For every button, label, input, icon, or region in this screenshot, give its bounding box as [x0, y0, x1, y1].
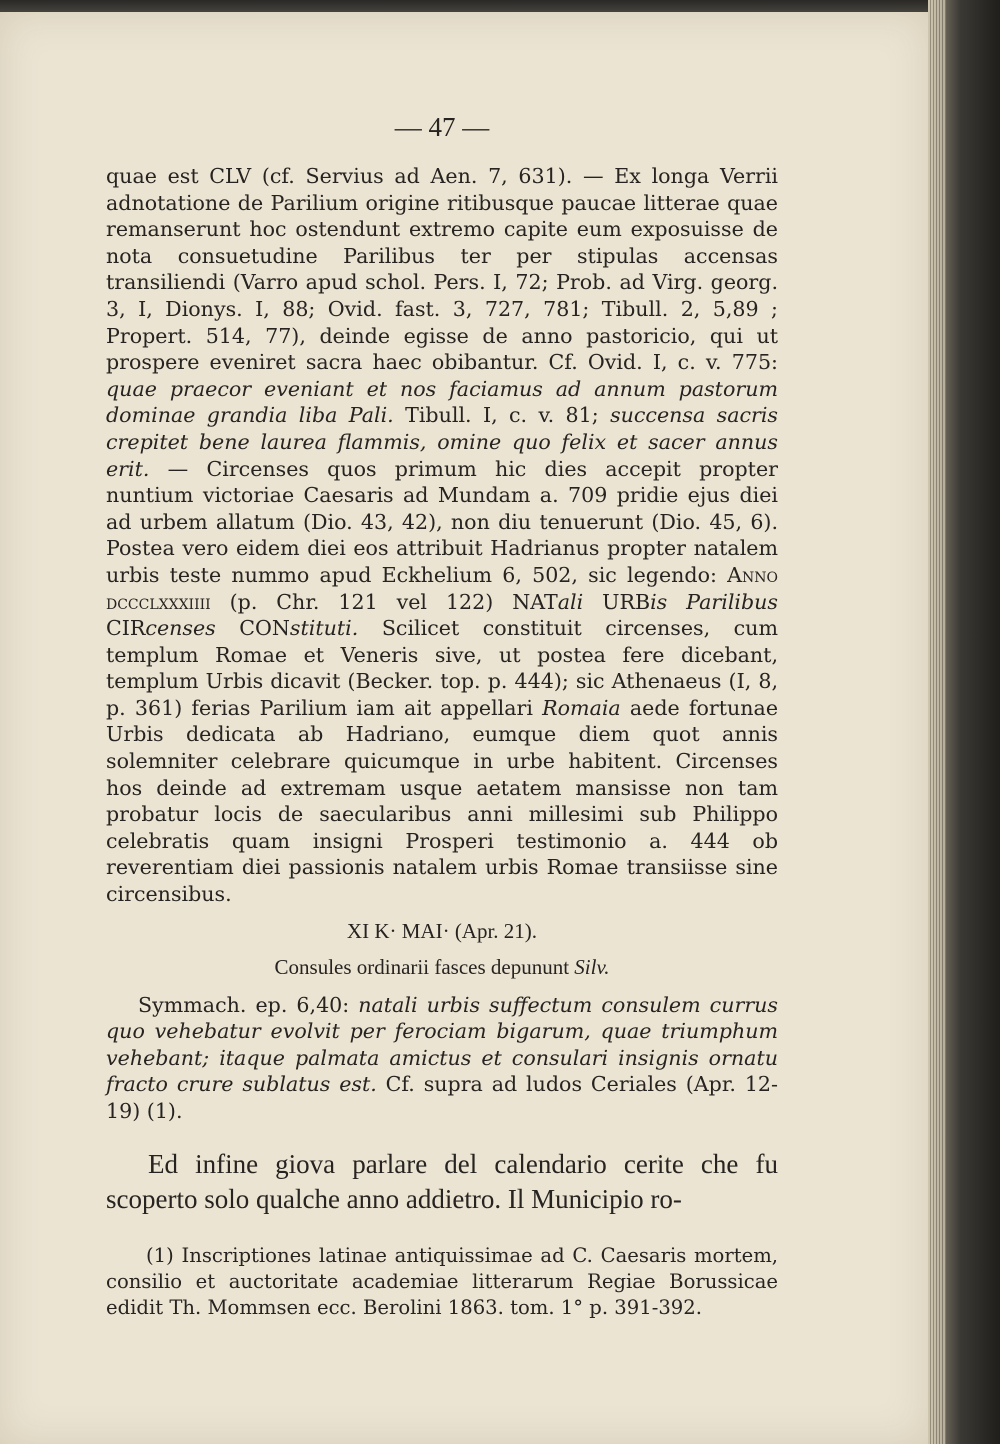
romaia-word: Romaia: [542, 695, 621, 720]
main-text-9: aede fortunae Urbis dedicata ab Hadriano, eumque diem quot annis solemniter celebrare quicumque in urbe habitent. Circenses hos deinde ad extremam usque aetatem mansisse non tam probatur locis de saecularibus anni millesimi sub Philippo celebratis quam insigni Prosperi testimonio a. 444 ob reverentiam diei passionis natalem urbis Romae transiisse sine circensibus.: [106, 695, 779, 907]
main-text-7: CON: [215, 616, 290, 641]
main-text-1: quae est CLV (cf. Servius ad Aen. 7, 631). — Ex longa Verrii adnotatione de Parilium origine ritibusque paucae litterae quae remanserunt hoc ostendunt extremo capite eum exposuisse de nota consuetudine Parilibus ter per stipulas accensas transiliendi (Varro apud schol. Pers. I, 72; Prob. ad Virg. georg. 3, I, Dionys. I, 88; Ovid. fast. 3, 727, 781; Tibull. 2, 5,89 ; Propert. 514, 77), deinde egisse de anno pastoricio, qui ut prospere eveniret sacra haec obibantur. Cf. Ovid. I, c. v. 775:: [106, 164, 778, 375]
coin-legend-date: Anno dccclxxxiiii: [106, 562, 778, 614]
main-text-8: Scilicet constituit circenses, cum templum Romae et Veneris sive, ut postea fere dicebant, templum Urbis dicavit (Becker. top. p. 444); sic Athenaeus (I, 8, p. 361) ferias Parilium iam ait appellari: [106, 616, 778, 720]
coin-legend-2: is Parilibus: [650, 589, 779, 614]
tibullus-quote: succensa sacris crepitet bene laurea flammis, omine quo felix et sacer annus erit.: [106, 403, 779, 481]
main-text-4: (p. Chr. 121 vel 122) NAT: [210, 589, 558, 614]
main-text-5: URB: [583, 589, 651, 614]
book-page: [0, 12, 928, 1444]
symmachus-paragraph: [106, 992, 778, 1125]
book-spine: [928, 0, 1000, 1444]
page-number: — 47 —: [394, 112, 490, 142]
main-text-2: Tibull. I, c. v. 81;: [393, 403, 611, 428]
footnote: (1) Inscriptiones latinae antiquissimae ad C. Caesaris mortem, consilio et auctoritate academiae litterarum Regiae Borussicae edidit Th. Mommsen ecc. Berolini 1863. tom. 1° p. 391-392.: [106, 1243, 778, 1319]
coin-legend-4: stituti.: [289, 616, 359, 641]
coin-legend-1: ali: [557, 589, 584, 614]
symmachus-quote: natali urbis suffectum consulem currus quo vehebatur evolvit per ferociam bigarum, quae triumphum vehebant; itaque palmata amictus et consulari insignis ornatu fracto crure sublatus est.: [106, 992, 779, 1097]
main-text-6: CIR: [106, 616, 146, 641]
consules-text: Consules ordinarii fasces depununt: [274, 954, 575, 979]
ovid-quote: quae praecor eveniant et nos faciamus ad annum pastorum dominae grandia liba Pali.: [106, 376, 778, 428]
coin-legend-3: censes: [145, 616, 216, 641]
consules-line: [106, 954, 778, 980]
symmachus-ref: Symmach. ep. 6,40:: [138, 992, 359, 1017]
page-content: [106, 112, 778, 1321]
main-paragraph: [106, 163, 778, 908]
silv-ref: Silv.: [574, 954, 610, 979]
symmachus-cf: Cf. supra ad ludos Ceriales (Apr. 12-19) (1).: [106, 1072, 778, 1123]
italian-paragraph: Ed infine giova parlare del calendario cerite che fu scoperto solo qualche anno addietro. Il Municipio ro-: [106, 1148, 778, 1214]
date-heading: XI K· MAI· (Apr. 21).: [346, 918, 538, 943]
main-text-3: — Circenses quos primum hic dies accepit propter nuntium victoriae Caesaris ad Mundam a. 709 pridie ejus diei ad urbem allatum (Dio. 43, 42), non diu tenuerunt (Dio. 45, 6). Postea vero eidem diei eos attribuit Hadrianus propter natalem urbis teste nummo apud Eckhelium 6, 502, sic legendo:: [106, 456, 778, 587]
